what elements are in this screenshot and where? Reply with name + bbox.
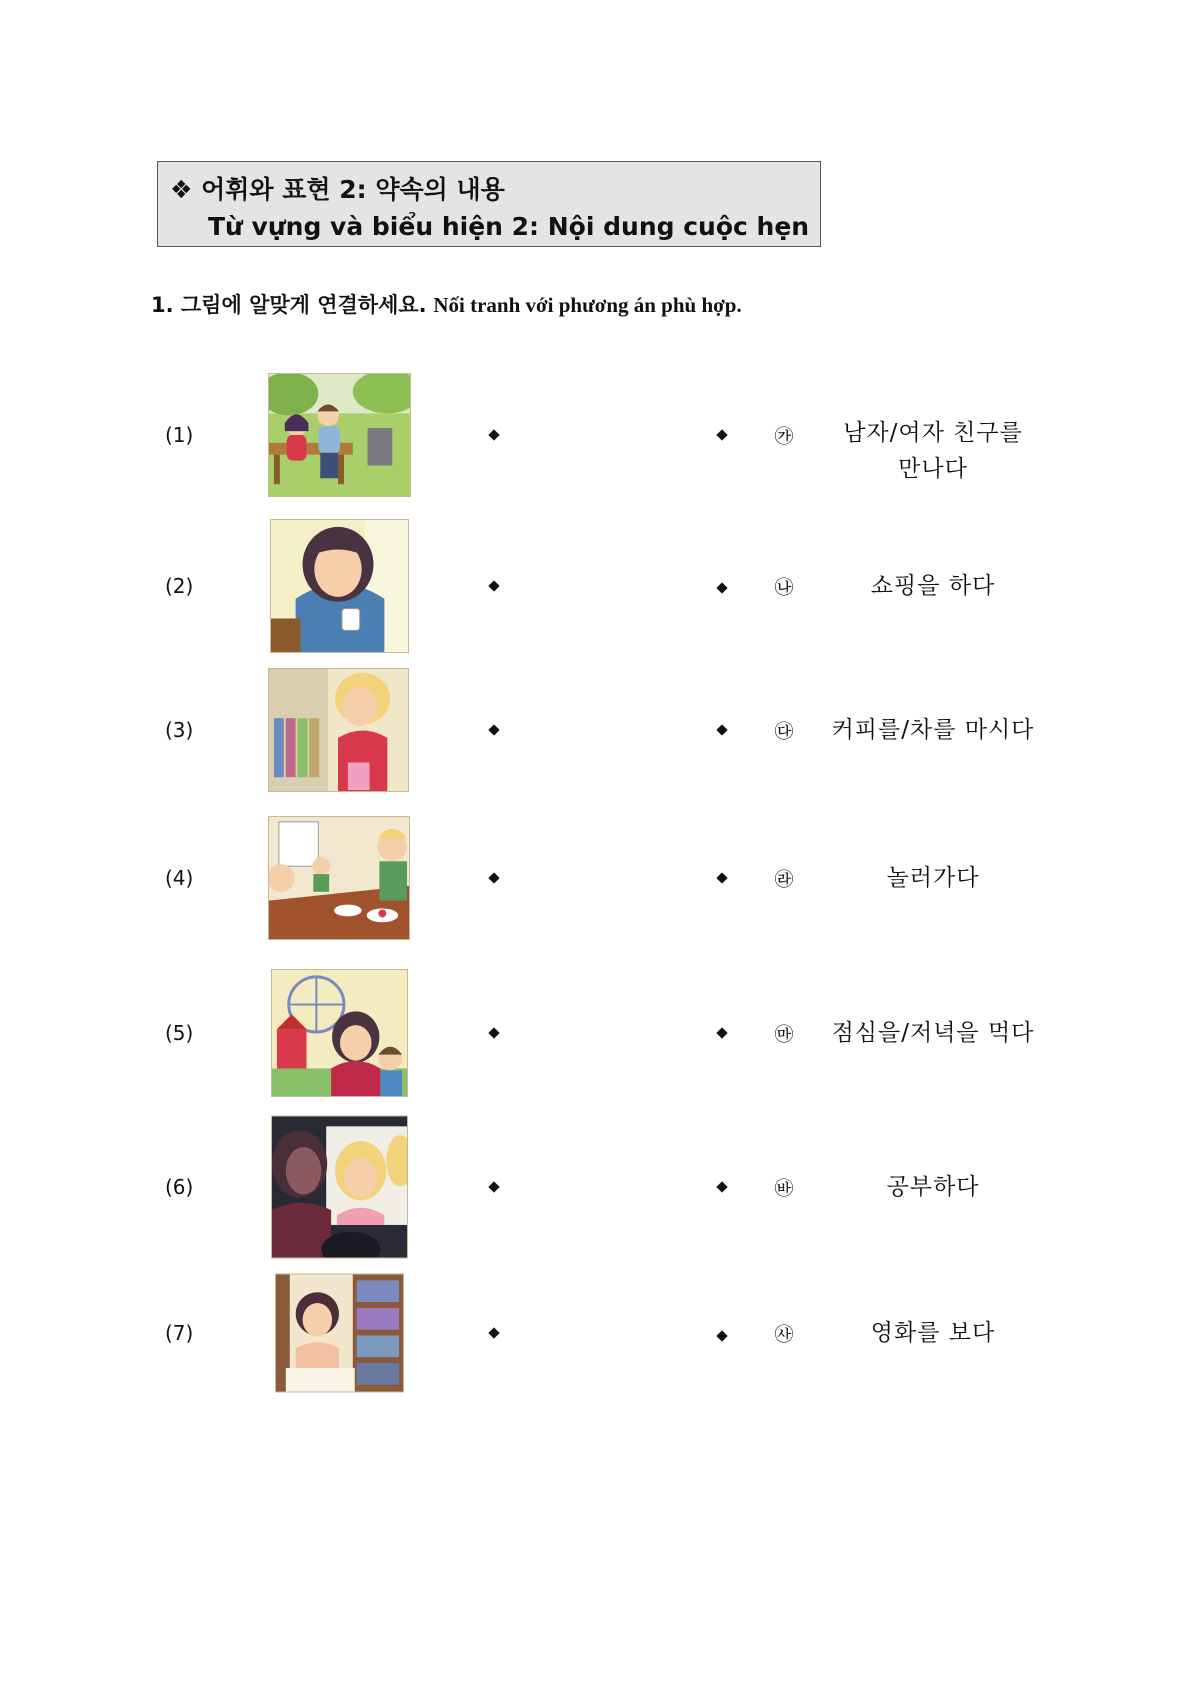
answer-text-line: 남자/여자 친구를	[843, 420, 1023, 446]
answer-marker: ㉲	[774, 1023, 794, 1046]
library-study-illustration	[275, 1274, 404, 1393]
answer-text	[818, 415, 1048, 487]
answer-text	[818, 568, 1048, 604]
woman-drinking-coffee-illustration	[270, 519, 409, 653]
exercise-instruction	[151, 289, 742, 319]
answer-connector-dot[interactable]	[716, 1330, 727, 1341]
answer-connector-dot[interactable]	[716, 1181, 727, 1192]
answer-text	[818, 860, 1048, 896]
woman-shopping-illustration	[268, 668, 409, 792]
instruction-vietnamese: Nối tranh với phương án phù hợp.	[433, 293, 742, 317]
picture-number: (1)	[165, 423, 194, 447]
answer-text-line: 놀러가다	[886, 865, 980, 891]
answer-marker: ㉳	[774, 1177, 794, 1200]
section-header	[157, 161, 821, 247]
answer-marker: ㉮	[774, 425, 794, 448]
picture-number: (6)	[165, 1175, 194, 1199]
answer-connector-dot[interactable]	[716, 872, 727, 883]
park-bench-couple-illustration	[268, 373, 411, 497]
picture-connector-dot[interactable]	[488, 429, 499, 440]
answer-text-line: 점심을/저녁을 먹다	[831, 1020, 1035, 1046]
answer-text	[818, 1169, 1048, 1205]
movie-theater-illustration	[271, 1116, 408, 1259]
picture-number: (2)	[165, 574, 194, 598]
matching-row-6	[0, 1174, 1192, 1207]
answer-text-line: 커피를/차를 마시다	[831, 717, 1035, 743]
answer-text-line: 영화를 보다	[870, 1320, 996, 1346]
answer-marker: ㉰	[774, 720, 794, 743]
answer-text	[818, 712, 1048, 748]
matching-row-7	[0, 1320, 1192, 1353]
instruction-korean: 1. 그림에 알맞게 연결하세요.	[151, 293, 427, 317]
matching-row-1	[0, 420, 1192, 482]
answer-connector-dot[interactable]	[716, 1027, 727, 1038]
picture-number: (5)	[165, 1021, 194, 1045]
restaurant-meal-illustration	[268, 816, 410, 940]
answer-text	[818, 1315, 1048, 1351]
answer-marker: ㉯	[774, 576, 794, 599]
section-title-korean: ❖ 어휘와 표현 2: 약속의 내용	[170, 175, 505, 204]
picture-connector-dot[interactable]	[488, 580, 499, 591]
picture-number: (7)	[165, 1321, 194, 1345]
answer-text	[818, 1015, 1048, 1051]
picture-number: (3)	[165, 718, 194, 742]
answer-marker: ㉱	[774, 868, 794, 891]
picture-number: (4)	[165, 866, 194, 890]
matching-row-3	[0, 717, 1192, 750]
answer-text-line: 만나다	[898, 456, 968, 482]
picture-connector-dot[interactable]	[488, 872, 499, 883]
answer-text-line: 쇼핑을 하다	[870, 573, 996, 599]
picture-connector-dot[interactable]	[488, 1027, 499, 1038]
section-title-vietnamese: Từ vựng và biểu hiện 2: Nội dung cuộc hẹn	[208, 212, 810, 241]
amusement-park-illustration	[271, 969, 408, 1097]
answer-connector-dot[interactable]	[716, 429, 727, 440]
answer-connector-dot[interactable]	[716, 582, 727, 593]
picture-connector-dot[interactable]	[488, 1327, 499, 1338]
picture-connector-dot[interactable]	[488, 1181, 499, 1192]
picture-connector-dot[interactable]	[488, 724, 499, 735]
matching-row-4	[0, 865, 1192, 898]
matching-row-5	[0, 1020, 1192, 1053]
answer-connector-dot[interactable]	[716, 724, 727, 735]
answer-text-line: 공부하다	[886, 1174, 980, 1200]
matching-row-2	[0, 573, 1192, 606]
answer-marker: ㉴	[774, 1323, 794, 1346]
